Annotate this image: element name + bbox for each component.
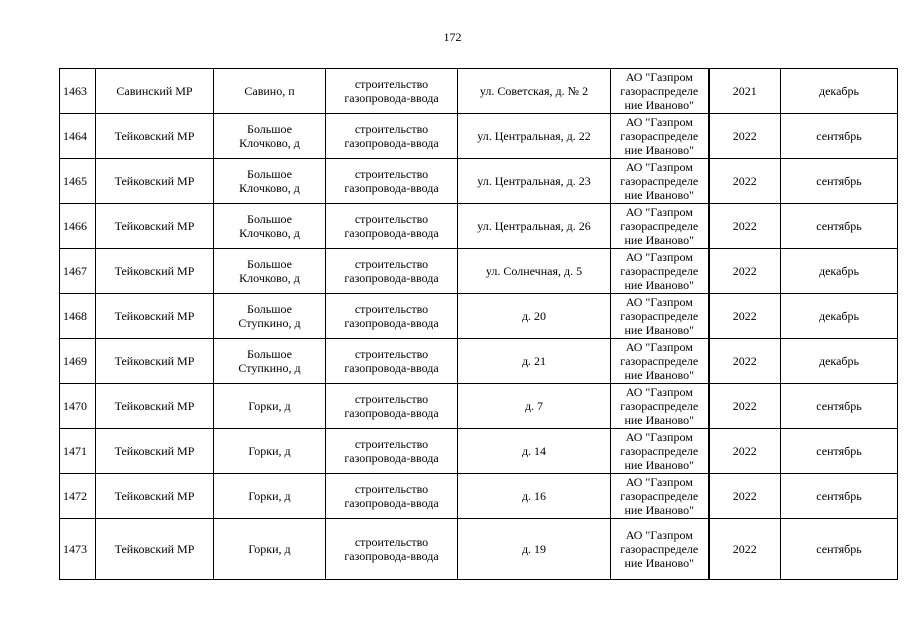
month-cell: декабрь xyxy=(781,294,898,339)
work-type-cell xyxy=(326,159,458,204)
table-row xyxy=(60,429,898,474)
locality-line: Большое xyxy=(247,347,292,361)
organization-line: АО "Газпром xyxy=(625,528,693,542)
organization-line: АО "Газпром xyxy=(625,430,693,444)
locality-line: Ступкино, д xyxy=(238,316,301,330)
work-type-line: газопровода-ввода xyxy=(344,451,439,465)
table-row xyxy=(60,114,898,159)
work-type-cell xyxy=(326,519,458,580)
organization-cell xyxy=(611,519,709,580)
year-cell: 2022 xyxy=(709,384,781,429)
locality-cell xyxy=(214,474,326,519)
month-cell: декабрь xyxy=(781,69,898,114)
year-cell: 2022 xyxy=(709,429,781,474)
table-row xyxy=(60,159,898,204)
organization-line: газораспределе xyxy=(620,489,699,503)
work-type-line: строительство xyxy=(354,167,429,181)
work-type-line: строительство xyxy=(354,302,429,316)
locality-line: Большое xyxy=(247,122,292,136)
organization-line: АО "Газпром xyxy=(625,160,693,174)
locality-line: Большое xyxy=(247,167,292,181)
work-type-line: газопровода-ввода xyxy=(344,271,439,285)
work-type-line: строительство xyxy=(354,347,429,361)
organization-line: АО "Газпром xyxy=(625,70,693,84)
locality-line: Клочково, д xyxy=(239,136,300,150)
work-type-line: газопровода-ввода xyxy=(344,316,439,330)
year-cell: 2022 xyxy=(709,519,781,580)
work-type-line: газопровода-ввода xyxy=(344,136,439,150)
address-cell: ул. Солнечная, д. 5 xyxy=(458,249,611,294)
work-type-cell xyxy=(326,114,458,159)
district-cell: Тейковский МР xyxy=(96,249,214,294)
organization-line: АО "Газпром xyxy=(625,340,693,354)
locality-line: Большое xyxy=(247,212,292,226)
month-cell: сентябрь xyxy=(781,114,898,159)
row-number-cell: 1463 xyxy=(60,69,96,114)
organization-line: газораспределе xyxy=(620,264,699,278)
locality-cell xyxy=(214,339,326,384)
year-cell: 2022 xyxy=(709,294,781,339)
work-type-line: газопровода-ввода xyxy=(344,406,439,420)
organization-line: АО "Газпром xyxy=(625,250,693,264)
organization-line: ние Иваново" xyxy=(624,323,695,337)
organization-cell xyxy=(611,339,709,384)
year-cell: 2022 xyxy=(709,339,781,384)
organization-line: газораспределе xyxy=(620,542,699,556)
organization-line: ние Иваново" xyxy=(624,143,695,157)
row-number-cell: 1467 xyxy=(60,249,96,294)
locality-cell xyxy=(214,159,326,204)
table-row xyxy=(60,204,898,249)
work-type-line: строительство xyxy=(354,77,429,91)
locality-cell xyxy=(214,249,326,294)
address-cell: ул. Центральная, д. 23 xyxy=(458,159,611,204)
locality-line: Горки, д xyxy=(248,489,291,503)
locality-cell xyxy=(214,69,326,114)
organization-line: газораспределе xyxy=(620,444,699,458)
work-type-line: строительство xyxy=(354,257,429,271)
month-cell: декабрь xyxy=(781,249,898,294)
organization-line: ние Иваново" xyxy=(624,368,695,382)
work-type-line: строительство xyxy=(354,212,429,226)
locality-line: Клочково, д xyxy=(239,271,300,285)
work-type-cell xyxy=(326,204,458,249)
row-number-cell: 1471 xyxy=(60,429,96,474)
work-type-line: газопровода-ввода xyxy=(344,549,439,563)
work-type-line: строительство xyxy=(354,437,429,451)
month-cell: сентябрь xyxy=(781,384,898,429)
organization-line: АО "Газпром xyxy=(625,115,693,129)
address-cell: д. 19 xyxy=(458,519,611,580)
organization-line: газораспределе xyxy=(620,174,699,188)
address-cell: д. 21 xyxy=(458,339,611,384)
address-cell: д. 20 xyxy=(458,294,611,339)
table-row xyxy=(60,519,898,580)
address-cell: д. 14 xyxy=(458,429,611,474)
month-cell: сентябрь xyxy=(781,159,898,204)
work-type-cell xyxy=(326,339,458,384)
organization-line: ние Иваново" xyxy=(624,503,695,517)
row-number-cell: 1473 xyxy=(60,519,96,580)
organization-line: АО "Газпром xyxy=(625,475,693,489)
organization-line: газораспределе xyxy=(620,399,699,413)
organization-line: ние Иваново" xyxy=(624,458,695,472)
locality-line: Ступкино, д xyxy=(238,361,301,375)
organization-cell xyxy=(611,69,709,114)
district-cell: Тейковский МР xyxy=(96,294,214,339)
locality-cell xyxy=(214,294,326,339)
work-type-line: строительство xyxy=(354,535,429,549)
organization-line: АО "Газпром xyxy=(625,295,693,309)
row-number-cell: 1468 xyxy=(60,294,96,339)
work-type-cell xyxy=(326,474,458,519)
district-cell: Тейковский МР xyxy=(96,114,214,159)
work-type-cell xyxy=(326,384,458,429)
district-cell: Тейковский МР xyxy=(96,339,214,384)
organization-line: газораспределе xyxy=(620,309,699,323)
locality-cell xyxy=(214,519,326,580)
organization-line: ние Иваново" xyxy=(624,188,695,202)
organization-line: ние Иваново" xyxy=(624,413,695,427)
month-cell: сентябрь xyxy=(781,429,898,474)
locality-line: Горки, д xyxy=(248,444,291,458)
year-cell: 2022 xyxy=(709,204,781,249)
year-cell: 2021 xyxy=(709,69,781,114)
table-row xyxy=(60,69,898,114)
row-number-cell: 1469 xyxy=(60,339,96,384)
year-cell: 2022 xyxy=(709,474,781,519)
work-type-cell xyxy=(326,69,458,114)
organization-cell xyxy=(611,294,709,339)
locality-cell xyxy=(214,114,326,159)
table-row xyxy=(60,294,898,339)
table-row xyxy=(60,384,898,429)
organization-line: ние Иваново" xyxy=(624,556,695,570)
locality-line: Савино, п xyxy=(244,84,295,98)
row-number-cell: 1464 xyxy=(60,114,96,159)
work-type-cell xyxy=(326,294,458,339)
month-cell: сентябрь xyxy=(781,204,898,249)
locality-line: Большое xyxy=(247,257,292,271)
locality-line: Горки, д xyxy=(248,542,291,556)
address-cell: д. 16 xyxy=(458,474,611,519)
address-cell: ул. Советская, д. № 2 xyxy=(458,69,611,114)
district-cell: Тейковский МР xyxy=(96,474,214,519)
year-cell: 2022 xyxy=(709,114,781,159)
district-cell: Тейковский МР xyxy=(96,159,214,204)
row-number-cell: 1470 xyxy=(60,384,96,429)
organization-line: АО "Газпром xyxy=(625,205,693,219)
organization-cell xyxy=(611,429,709,474)
address-cell: ул. Центральная, д. 26 xyxy=(458,204,611,249)
work-type-line: газопровода-ввода xyxy=(344,226,439,240)
work-type-line: газопровода-ввода xyxy=(344,361,439,375)
organization-line: ние Иваново" xyxy=(624,233,695,247)
table-row xyxy=(60,339,898,384)
table-body xyxy=(60,69,898,580)
table-row xyxy=(60,249,898,294)
organization-cell xyxy=(611,384,709,429)
address-cell: д. 7 xyxy=(458,384,611,429)
year-cell: 2022 xyxy=(709,249,781,294)
organization-line: ние Иваново" xyxy=(624,98,695,112)
locality-line: Большое xyxy=(247,302,292,316)
organization-cell xyxy=(611,474,709,519)
organization-line: газораспределе xyxy=(620,219,699,233)
row-number-cell: 1472 xyxy=(60,474,96,519)
gas-connection-table xyxy=(59,68,898,580)
work-type-line: газопровода-ввода xyxy=(344,496,439,510)
district-cell: Тейковский МР xyxy=(96,519,214,580)
table-row xyxy=(60,474,898,519)
organization-cell xyxy=(611,204,709,249)
work-type-cell xyxy=(326,249,458,294)
address-cell: ул. Центральная, д. 22 xyxy=(458,114,611,159)
row-number-cell: 1466 xyxy=(60,204,96,249)
locality-line: Горки, д xyxy=(248,399,291,413)
organization-line: газораспределе xyxy=(620,84,699,98)
locality-cell xyxy=(214,384,326,429)
locality-line: Клочково, д xyxy=(239,181,300,195)
organization-cell xyxy=(611,249,709,294)
organization-line: газораспределе xyxy=(620,129,699,143)
locality-cell xyxy=(214,429,326,474)
year-cell: 2022 xyxy=(709,159,781,204)
work-type-line: строительство xyxy=(354,122,429,136)
month-cell: сентябрь xyxy=(781,474,898,519)
organization-cell xyxy=(611,159,709,204)
locality-line: Клочково, д xyxy=(239,226,300,240)
district-cell: Савинский МР xyxy=(96,69,214,114)
district-cell: Тейковский МР xyxy=(96,384,214,429)
work-type-line: строительство xyxy=(354,482,429,496)
row-number-cell: 1465 xyxy=(60,159,96,204)
work-type-cell xyxy=(326,429,458,474)
organization-cell xyxy=(611,114,709,159)
locality-cell xyxy=(214,204,326,249)
month-cell: сентябрь xyxy=(781,519,898,580)
month-cell: декабрь xyxy=(781,339,898,384)
district-cell: Тейковский МР xyxy=(96,429,214,474)
organization-line: АО "Газпром xyxy=(625,385,693,399)
organization-line: газораспределе xyxy=(620,354,699,368)
work-type-line: газопровода-ввода xyxy=(344,181,439,195)
page-number: 172 xyxy=(443,30,462,44)
organization-line: ние Иваново" xyxy=(624,278,695,292)
district-cell: Тейковский МР xyxy=(96,204,214,249)
work-type-line: газопровода-ввода xyxy=(344,91,439,105)
work-type-line: строительство xyxy=(354,392,429,406)
